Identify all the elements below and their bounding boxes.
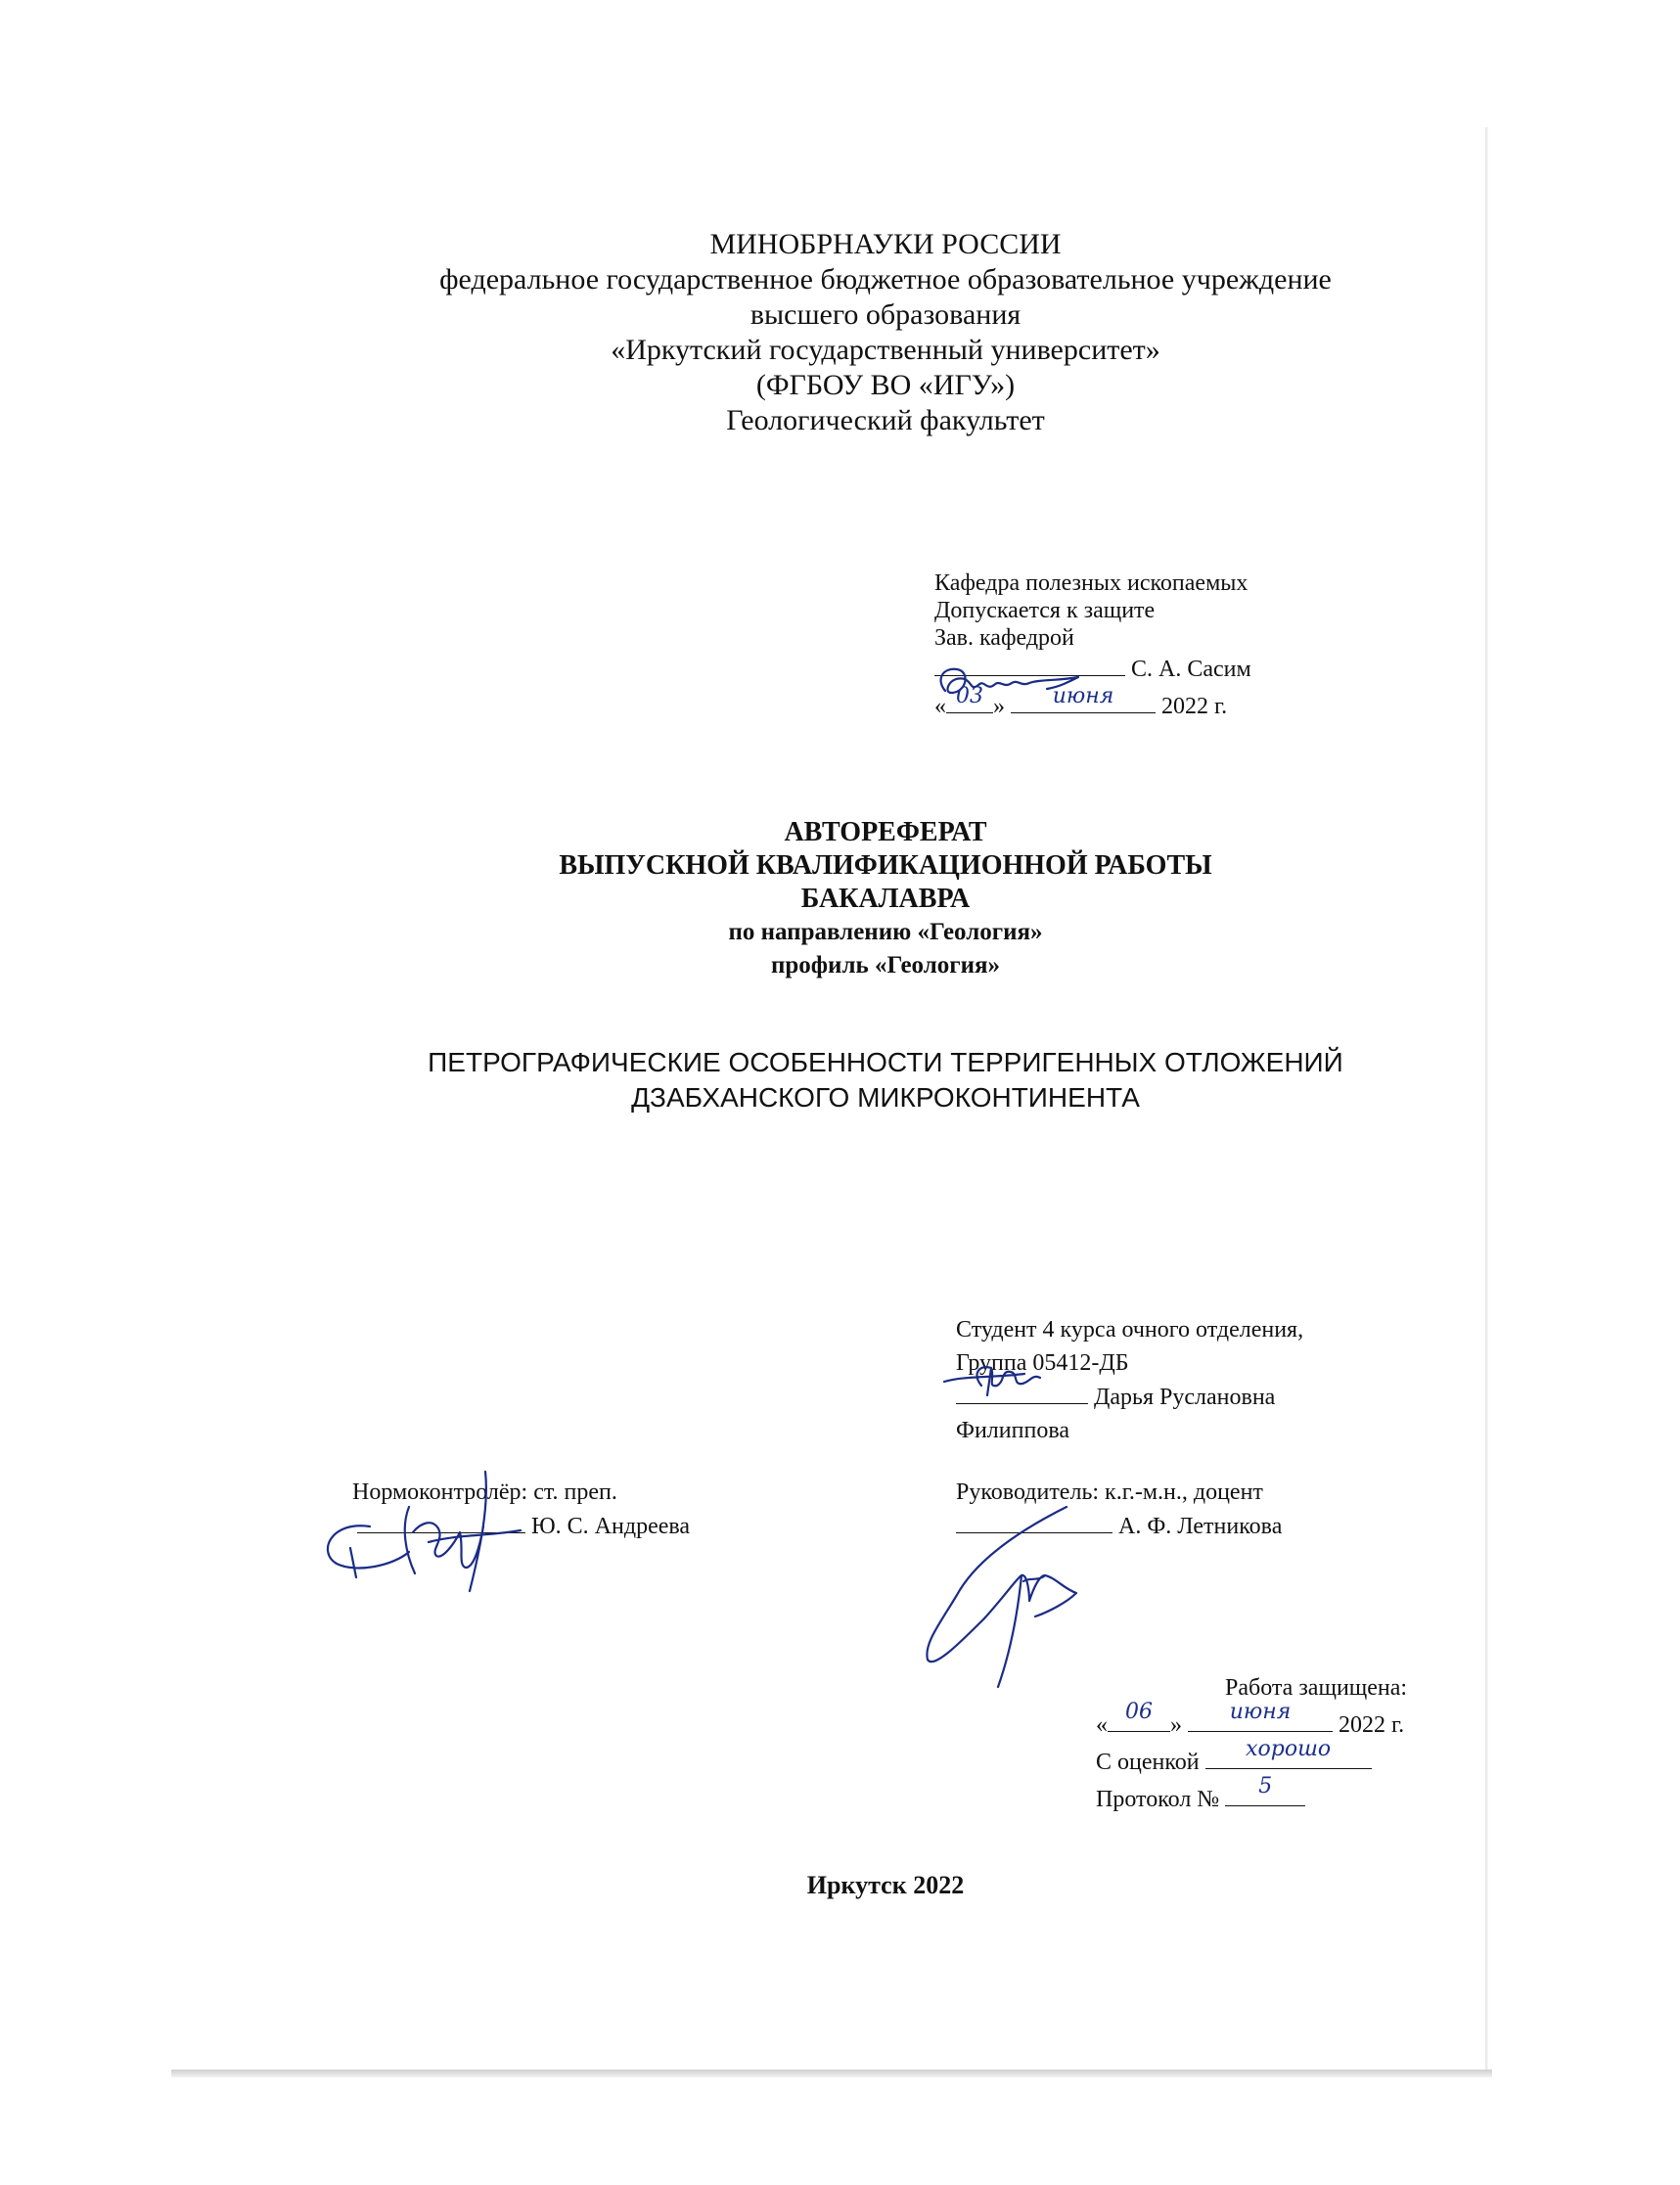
page-edge-shadow [171,2070,1492,2077]
defense-year: 2022 г. [1339,1712,1405,1738]
protocol-line [1096,1774,1407,1817]
head-name: С. А. Сасим [1131,657,1251,682]
student-name-last: Филиппова [956,1418,1069,1443]
university-abbreviation: (ФГБОУ ВО «ИГУ») [755,369,1016,401]
day-blank [1108,1700,1170,1732]
approval-date: « 03 » июня 2022 г. [934,684,1228,719]
title-direction: по направлению «Геология» [728,919,1043,945]
title-line-1: АВТОРЕФЕРАТ [784,817,987,847]
grade-label: С оценкой [1096,1750,1200,1775]
title-line-3: БАКАЛАВРА [800,884,971,914]
head-signature [931,661,1098,706]
norm-control-name: Ю. С. Андреева [531,1514,691,1539]
admission-label: Допускается к защите [934,598,1156,623]
ministry-name: МИНОБРНАУКИ РОССИИ [709,228,1062,260]
norm-control-label: Нормоконтролёр: ст. преп. [352,1479,617,1505]
norm-control-signature [311,1458,536,1595]
department-name: Кафедра полезных ископаемых [934,570,1249,596]
city-year: Иркутск 2022 [806,1871,965,1899]
supervisor-label: Руководитель: к.г.-м.н., доцент [956,1479,1263,1505]
student-group: Группа 05412-ДБ [956,1350,1129,1376]
topic-line-1: ПЕТРОГРАФИЧЕСКИЕ ОСОБЕННОСТИ ТЕРРИГЕННЫХ ОТЛОЖЕНИЙ [428,1047,1343,1077]
supervisor-name: А. Ф. Летникова [1118,1514,1283,1539]
title-line-2: ВЫПУСКНОЙ КВАЛИФИКАЦИОННОЙ РАБОТЫ [559,850,1212,881]
handwritten-month: июня [1052,684,1114,708]
defense-date: « 06 » июня 2022 г. [1096,1706,1407,1743]
student-name-first: Дарья Руслановна [1094,1385,1276,1410]
university-name: «Иркутский государственный университет» [611,334,1160,366]
student-course: Студент 4 курса очного отделения, [956,1317,1304,1343]
supervisor-signature [920,1487,1106,1703]
head-title: Зав. кафедрой [934,625,1074,651]
handwritten-grade: хорошо [1246,1737,1332,1761]
defense-status: Работа защищена: [1225,1675,1408,1701]
document-header [323,227,1448,438]
handwritten-protocol-number: 5 [1258,1774,1273,1798]
document-title [323,816,1448,982]
handwritten-month: июня [1229,1700,1292,1724]
month-blank [1188,1700,1333,1732]
handwritten-day: 06 [1125,1700,1153,1724]
protocol-blank [1225,1774,1305,1806]
institution-type: федеральное государственное бюджетное образовательное учреждение [439,263,1332,296]
student-signature [934,1356,1071,1403]
handwritten-day: 03 [956,684,983,708]
page-edge-shadow [1485,127,1488,2074]
title-profile: профиль «Геология» [770,952,1001,979]
topic-line-2: ДЗАБХАНСКОГО МИКРОКОНТИНЕНТА [631,1082,1140,1113]
institution-level: высшего образования [749,298,1022,331]
approval-year: 2022 г. [1161,694,1228,719]
thesis-topic [323,1045,1448,1115]
grade-blank [1205,1737,1372,1769]
protocol-label: Протокол № [1096,1787,1220,1812]
defense-block [1096,1671,1407,1817]
faculty-name: Геологический факультет [726,404,1045,436]
